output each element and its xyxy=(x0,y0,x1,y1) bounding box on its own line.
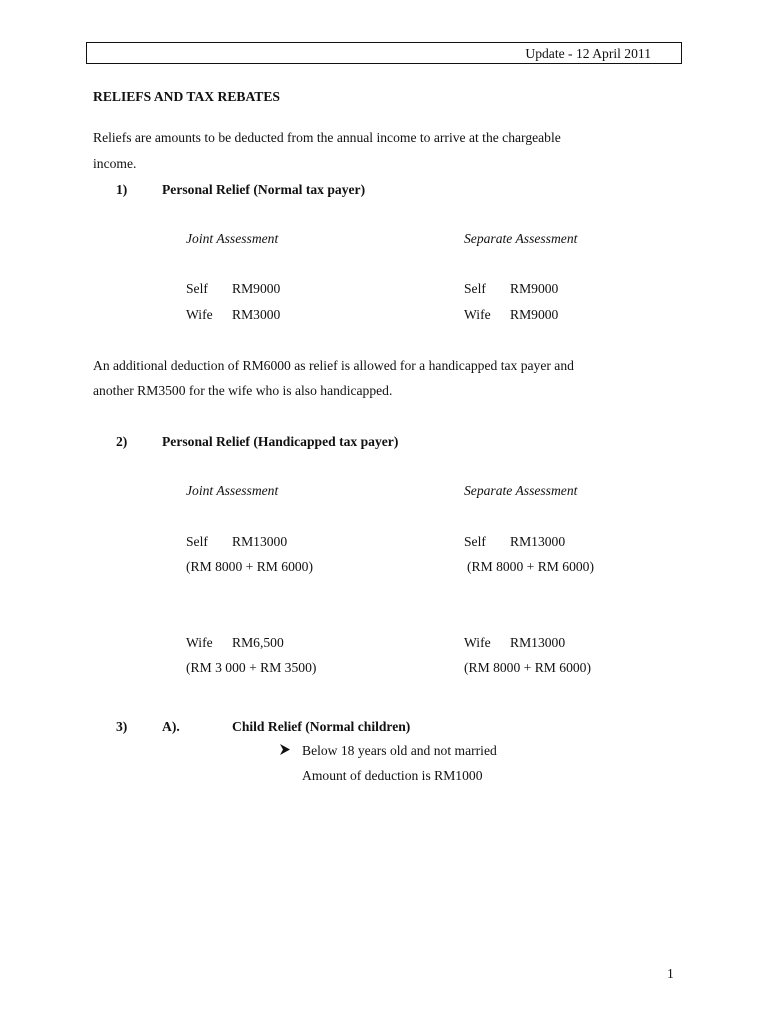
s2-joint-self-breakdown: (RM 8000 + RM 6000) xyxy=(186,559,313,574)
intro-line-2: income. xyxy=(93,156,137,171)
s1-separate-wife-label: Wife xyxy=(464,307,491,322)
section-3-sub-letter: A). xyxy=(162,719,180,734)
section-1-number: 1) xyxy=(116,182,128,197)
additional-note-line-1: An additional deduction of RM6000 as relief is allowed for a handicapped tax payer and xyxy=(93,358,574,373)
s2-separate-wife-label: Wife xyxy=(464,635,491,650)
s2-separate-wife-breakdown: (RM 8000 + RM 6000) xyxy=(464,660,591,675)
arrow-bullet-icon xyxy=(280,743,290,759)
section-1-separate-label: Separate Assessment xyxy=(464,231,578,246)
page-number: 1 xyxy=(667,966,674,981)
intro-line-1: Reliefs are amounts to be deducted from the annual income to arrive at the chargeable xyxy=(93,130,561,145)
section-2-separate-label: Separate Assessment xyxy=(464,483,578,498)
s2-separate-self-value: RM13000 xyxy=(510,534,566,549)
s2-joint-self-label: Self xyxy=(186,534,208,549)
s2-joint-self-value: RM13000 xyxy=(232,534,288,549)
s1-joint-self-label: Self xyxy=(186,281,208,296)
s1-separate-wife-value: RM9000 xyxy=(510,307,559,322)
section-3-bullet-text: Below 18 years old and not married xyxy=(302,743,497,758)
s2-joint-wife-breakdown: (RM 3 000 + RM 3500) xyxy=(186,660,317,675)
section-2-joint-label: Joint Assessment xyxy=(186,483,279,498)
s2-separate-wife-value: RM13000 xyxy=(510,635,566,650)
section-2-number: 2) xyxy=(116,434,128,449)
s2-separate-self-breakdown: (RM 8000 + RM 6000) xyxy=(467,559,594,574)
s1-separate-self-label: Self xyxy=(464,281,486,296)
section-3-amount: Amount of deduction is RM1000 xyxy=(302,768,483,783)
section-3-number: 3) xyxy=(116,719,128,734)
s2-joint-wife-value: RM6,500 xyxy=(232,635,284,650)
section-1-joint-label: Joint Assessment xyxy=(186,231,279,246)
s2-separate-self-label: Self xyxy=(464,534,486,549)
section-2-heading: Personal Relief (Handicapped tax payer) xyxy=(162,434,399,449)
section-3-heading: Child Relief (Normal children) xyxy=(232,719,411,734)
s1-separate-self-value: RM9000 xyxy=(510,281,559,296)
s1-joint-wife-value: RM3000 xyxy=(232,307,281,322)
additional-note-line-2: another RM3500 for the wife who is also handicapped. xyxy=(93,383,393,398)
page-title: RELIEFS AND TAX REBATES xyxy=(93,89,280,104)
update-header-box xyxy=(86,42,682,64)
s1-joint-self-value: RM9000 xyxy=(232,281,281,296)
section-1-heading: Personal Relief (Normal tax payer) xyxy=(162,182,366,197)
update-date: Update - 12 April 2011 xyxy=(525,46,651,61)
s2-joint-wife-label: Wife xyxy=(186,635,213,650)
s1-joint-wife-label: Wife xyxy=(186,307,213,322)
